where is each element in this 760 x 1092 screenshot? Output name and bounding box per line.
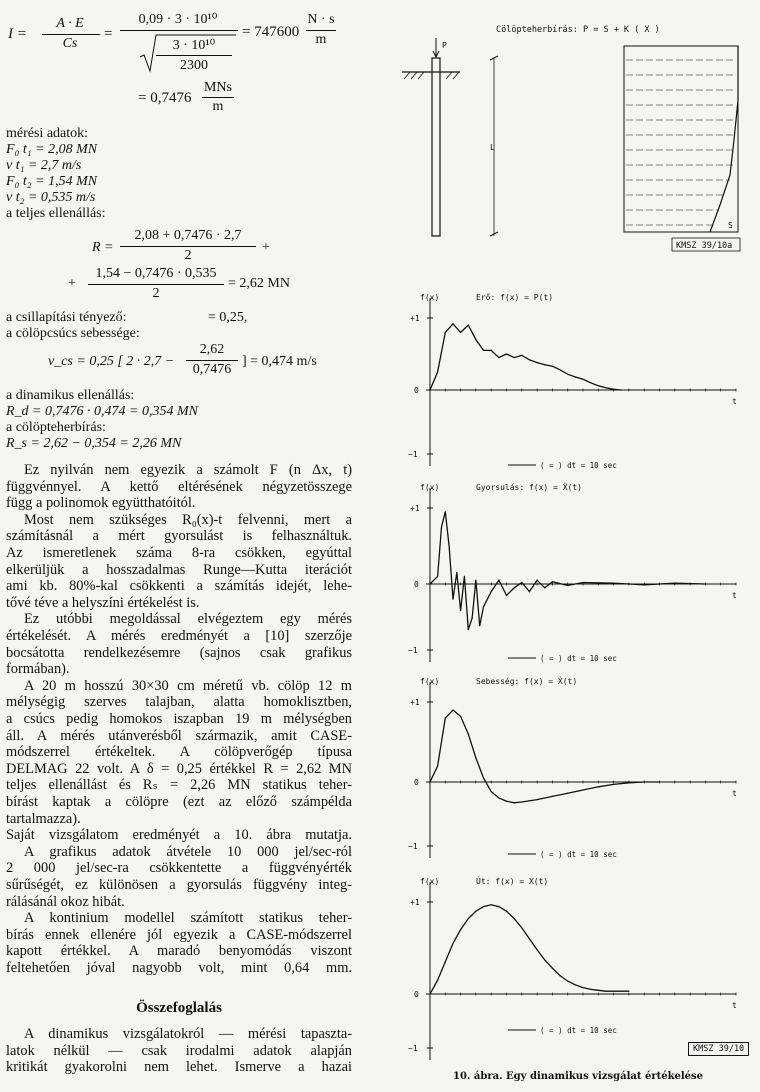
data-point (475, 757, 476, 758)
data-point (521, 355, 522, 356)
bear-label: a cölöpteherbírás: (6, 420, 106, 435)
v-lhs: v_cs = 0,25 [ 2 · 2,7 − (48, 354, 175, 369)
data-point (552, 796, 553, 797)
data-point (529, 359, 530, 360)
unit2-bar (202, 97, 234, 98)
data-point (598, 385, 599, 386)
dyn-value: R_d = 0,7476 · 0,474 = 0,354 MN (6, 404, 198, 419)
data-point (559, 369, 560, 370)
data-point (441, 526, 442, 527)
bear-value: R_s = 2,62 − 0,354 = 2,26 MN (6, 436, 182, 451)
r-lhs: R = (92, 240, 114, 255)
data-point (452, 323, 453, 324)
data-point (621, 389, 622, 390)
data-point (479, 625, 480, 626)
data-point (628, 782, 629, 783)
unit-bar (306, 30, 336, 31)
measured-row: v t₂ = 0,535 m/s (6, 190, 96, 205)
text-line: bírás ennek ellenére jól egyezik a CASE-módszerrel (6, 926, 352, 943)
data-point (475, 339, 476, 340)
data-point (644, 781, 645, 782)
chart-title: Út: f(x) = X(t) (476, 877, 549, 886)
charts (396, 280, 760, 1070)
data-point (472, 618, 473, 619)
data-point (452, 599, 453, 600)
ytick-top: +1 (410, 504, 420, 513)
frac1-bar (42, 34, 100, 35)
r-frac1-num: 2,08 + 0,7476 · 2,7 (134, 228, 242, 243)
damping-value: = 0,25, (208, 310, 248, 325)
data-point (514, 802, 515, 803)
r-frac1-den: 2 (184, 248, 192, 263)
frac2-bar (120, 30, 238, 31)
data-point (582, 379, 583, 380)
data-point (506, 353, 507, 354)
data-point (437, 765, 438, 766)
text-line: Ez utóbbi megoldással elvégeztem egy mérés (24, 611, 352, 628)
ytick-zero: 0 (414, 386, 419, 395)
stamp-b: KMSZ 39/10 (688, 1042, 749, 1056)
data-point (582, 582, 583, 583)
ytick-zero: 0 (414, 778, 419, 787)
data-point (628, 991, 629, 992)
ytick-top: +1 (410, 898, 420, 907)
data-point (575, 376, 576, 377)
text-line: tartalmazza). (6, 810, 81, 827)
text-line: elkerüljük a hosszadalmas Runge—Kutta iterációt (6, 561, 352, 578)
v-frac-bar (186, 360, 238, 361)
data-point (460, 929, 461, 930)
data-point (437, 371, 438, 372)
r-frac2-num: 1,54 − 0,7476 · 0,535 (95, 266, 217, 281)
frac2-num: 0,09 · 3 · 10¹⁰ (138, 12, 218, 27)
data-point (464, 576, 465, 577)
y-label: f(x) (420, 293, 440, 302)
data-point (521, 801, 522, 802)
data-point (460, 332, 461, 333)
text-line: Ez nyilván nem egyezik a számolt F (n Δx, t) (24, 462, 352, 478)
data-point (498, 580, 499, 581)
data-point (567, 585, 568, 586)
text-line: bírást kaptak a cölöpre (ezt az előző számpélda (6, 794, 352, 810)
sqrt-den: 2300 (180, 58, 208, 73)
data-point (529, 938, 530, 939)
data-point (437, 576, 438, 577)
summary-heading: Összefoglalás (136, 1000, 222, 1016)
data-point (475, 911, 476, 912)
data-point (514, 357, 515, 358)
data-point (544, 959, 545, 960)
data-point (460, 716, 461, 717)
r-plus: + (262, 240, 270, 255)
data-point (445, 511, 446, 512)
data-point (559, 975, 560, 976)
series-line (430, 710, 660, 803)
pile-diagram (396, 0, 760, 260)
text-line: formában). (6, 661, 70, 678)
v-frac-den: 0,7476 (192, 362, 232, 377)
data-point (491, 791, 492, 792)
data-point (445, 961, 446, 962)
r-plus2: + (68, 276, 76, 291)
data-point (544, 587, 545, 588)
unit-den: m (315, 32, 327, 47)
v-result: ] = 0,474 m/s (242, 354, 317, 369)
ytick-top: +1 (410, 698, 420, 707)
data-point (537, 949, 538, 950)
measured-heading: mérési adatok: (6, 126, 89, 141)
r-frac1-bar (120, 246, 256, 247)
data-point (437, 980, 438, 981)
series-line (430, 905, 629, 994)
figure-column (396, 0, 760, 1092)
damping-label: a csillapítási tényező: (6, 310, 127, 325)
data-point (452, 943, 453, 944)
figure-caption: 10. ábra. Egy dinamikus vizsgálat értékelése (452, 1071, 704, 1082)
measured-row: F₀ t₁ = 2,08 MN (6, 142, 98, 157)
data-point (552, 581, 553, 582)
data-point (613, 583, 614, 584)
data-point (590, 382, 591, 383)
x-label: t (732, 591, 737, 600)
chart-title: Sebesség: f(x) = Ẋ(t) (476, 677, 578, 686)
ytick-bottom: −1 (408, 646, 418, 655)
series-line (430, 324, 621, 390)
data-point (429, 781, 430, 782)
series-line (430, 512, 705, 630)
data-point (452, 709, 453, 710)
data-point (537, 799, 538, 800)
resistance-distribution (626, 60, 736, 225)
data-point (598, 990, 599, 991)
data-point (613, 991, 614, 992)
data-point (491, 350, 492, 351)
text-line: feltehetően jóval nagyobb volt, mint 0,64 mm. (6, 960, 352, 976)
summary-line: kritikát gyakorolni nem lehet. Ismerve a hazai (6, 1059, 352, 1076)
frac1-num: A · E (56, 16, 84, 31)
r-frac2-bar (88, 284, 224, 285)
unit2-den: m (212, 99, 224, 114)
r-frac2-den: 2 (152, 286, 160, 301)
data-point (483, 606, 484, 607)
text-line: A kontinium modellel számított statikus teher- (24, 910, 352, 927)
text-line: áll. A mérés utánverésből származik, amit CASE- (6, 727, 352, 744)
data-point (460, 610, 461, 611)
chart-title: Erő: f(x) = P(t) (476, 293, 554, 302)
data-point (659, 781, 660, 782)
text-line: tővé téve a helyszíni értékelést is. (6, 594, 200, 611)
text-line: értékelését. A mérés eredményét a [10] szerzője (6, 628, 352, 644)
legend-text: ( = ) dt = 10 sec (540, 461, 617, 470)
data-point (514, 918, 515, 919)
l-label: L (490, 143, 495, 152)
data-point (449, 545, 450, 546)
data-point (644, 584, 645, 585)
v-frac-num: 2,62 (199, 342, 225, 357)
measured-row: v t₁ = 2,7 m/s (6, 158, 82, 173)
data-point (483, 906, 484, 907)
data-point (483, 777, 484, 778)
data-point (468, 918, 469, 919)
data-point (506, 595, 507, 596)
y-label: f(x) (420, 677, 440, 686)
data-point (475, 580, 476, 581)
data-point (498, 357, 499, 358)
data-point (468, 629, 469, 630)
legend-text: ( = ) dt = 10 sec (540, 850, 617, 859)
data-point (529, 591, 530, 592)
data-point (498, 797, 499, 798)
data-point (468, 325, 469, 326)
data-point (445, 332, 446, 333)
text-line: kapott értékkel. A maradó benyomódás viszont (6, 943, 352, 960)
text-line: számításnál a mért gyorsulást is felhasználtuk. (6, 528, 352, 545)
data-point (521, 927, 522, 928)
data-point (429, 389, 430, 390)
data-point (567, 374, 568, 375)
text-line: 2 000 jel/sec-ra csökkentette a függvényérték (6, 860, 352, 877)
stamp-a-text: KMSZ 39/10a (676, 241, 733, 251)
ytick-zero: 0 (414, 990, 419, 999)
data-point (621, 991, 622, 992)
unit2-num: MNs (203, 80, 232, 95)
text-line: bocsátotta rendelkezésemre (sajnos csak grafikus (6, 644, 352, 661)
data-point (705, 583, 706, 584)
text-line: függ a polinomok együtthatóitól. (6, 495, 196, 512)
data-point (613, 389, 614, 390)
text-line: teljes ellenállást és Rₛ = 2,26 MN statikus teher- (6, 777, 352, 794)
data-point (552, 366, 553, 367)
y-label: f(x) (420, 877, 440, 886)
sqrt-bar (156, 55, 232, 56)
frac1-den: Cs (62, 36, 78, 51)
data-point (567, 981, 568, 982)
data-point (491, 591, 492, 592)
x-label: t (732, 1001, 737, 1010)
total-label: a teljes ellenállás: (6, 206, 106, 221)
tip-label: a cölöpcsúcs sebessége: (6, 326, 140, 341)
text-line: A 20 m hosszú 30×30 cm méretű vb. cölöp 12 m (24, 677, 352, 694)
data-point (537, 580, 538, 581)
text-line: függvénnyel. A kettő eltérésének négyzetösszege (6, 478, 352, 495)
ytick-bottom: −1 (408, 1044, 418, 1053)
pile-title: Cölöpteherbírás: P = S + K ( X ) (496, 25, 660, 35)
s-label: S (728, 221, 733, 230)
data-point (590, 989, 591, 990)
text-line: ami kb. 80%-kal csökkenti a számítás idejét, lehe- (6, 578, 352, 595)
x-label: t (732, 789, 737, 798)
y-label: f(x) (420, 483, 440, 492)
data-point (605, 387, 606, 388)
unit-num: N · s (307, 12, 335, 27)
data-point (613, 784, 614, 785)
data-point (598, 786, 599, 787)
p-label: P (442, 41, 447, 50)
ytick-zero: 0 (414, 580, 419, 589)
pile (432, 58, 440, 236)
legend-text: ( = ) dt = 10 sec (540, 1026, 617, 1035)
text-column (6, 0, 394, 1092)
data-point (537, 362, 538, 363)
sqrt-num: 3 · 10¹⁰ (172, 38, 216, 53)
data-point (506, 801, 507, 802)
data-point (429, 583, 430, 584)
text-line: DELMAG 22 volt. A δ = 0,25 értékkel R = 2,62 MN (6, 760, 352, 777)
text-line: módszerrel értékeltek. A cölöpverőgép típusa (6, 744, 352, 761)
ytick-bottom: −1 (408, 450, 418, 459)
data-point (506, 911, 507, 912)
data-point (514, 587, 515, 588)
formula-line2: = 0,7476 (138, 90, 192, 106)
data-point (468, 733, 469, 734)
data-point (521, 582, 522, 583)
data-point (674, 583, 675, 584)
data-point (498, 906, 499, 907)
data-point (582, 789, 583, 790)
text-line: sűrűségét, ez különösen a gyorsulás függvény integ- (6, 877, 352, 893)
measured-row: F₀ t₂ = 1,54 MN (6, 174, 98, 189)
ytick-bottom: −1 (408, 842, 418, 851)
text-line: A grafikus adatok átvétele 10 000 jel/sec-ról (24, 843, 352, 860)
chart-title: Gyorsulás: f(x) = Ẍ(t) (476, 483, 582, 492)
text-line: Saját vizsgálatom eredményét a 10. ábra mutatja. (6, 827, 352, 844)
legend-text: ( = ) dt = 10 sec (540, 654, 617, 663)
data-point (491, 904, 492, 905)
data-point (544, 364, 545, 365)
formula-lhs: I = (8, 26, 27, 42)
summary-line: latok nélkül — csak irodalmi adatok alapján (6, 1042, 352, 1059)
data-point (582, 987, 583, 988)
resistance-curve (710, 46, 738, 232)
x-label: t (732, 397, 737, 406)
data-point (445, 717, 446, 718)
summary-line: A dinamikus vizsgálatokról — mérési tapaszta- (24, 1026, 352, 1042)
data-point (456, 572, 457, 573)
r-result: = 2,62 MN (228, 276, 290, 291)
data-point (483, 350, 484, 351)
data-point (429, 993, 430, 994)
text-line: Az ismeretlenek száma 8-ra csökken, egyúttal (6, 545, 352, 561)
formula-result: = 747600 (242, 24, 300, 40)
text-line: a csúcs pedig homokos iszapban 19 m mélységben (6, 711, 352, 727)
text-line: mélységig szerves talajban, alatta homoklisztben, (6, 694, 352, 711)
ytick-top: +1 (410, 314, 420, 323)
data-point (575, 984, 576, 985)
data-point (605, 991, 606, 992)
dyn-label: a dinamikus ellenállás: (6, 388, 135, 403)
data-point (552, 968, 553, 969)
data-point (567, 793, 568, 794)
formula-eq: = (104, 26, 113, 42)
text-line: Most nem szükséges R₀(x)-t felvenni, mert a (24, 511, 352, 528)
text-line: rálásánál okoz hibát. (6, 893, 125, 910)
